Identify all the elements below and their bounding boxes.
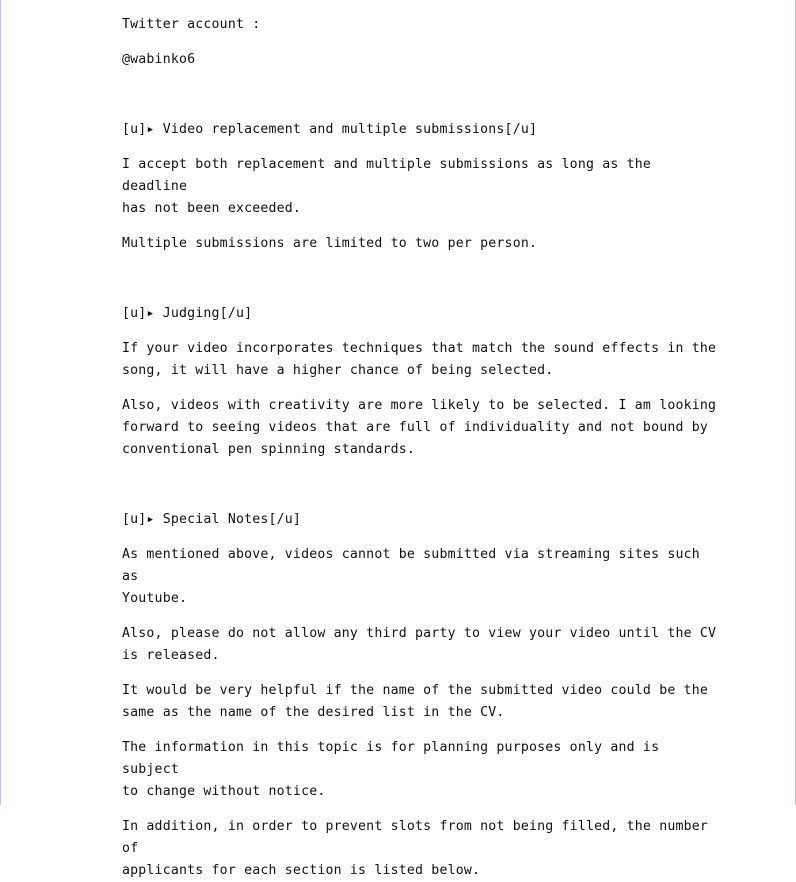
- paragraph: Also, videos with creativity are more likely to be selected. I am looking forward to seeing videos that are full of individuality and not bound by conventional pen spinning standards.: [122, 398, 717, 457]
- twitter-handle: @wabinko6: [122, 52, 196, 67]
- paragraph: It would be very helpful if the name of the submitted video could be the same as the name of the desired list in the CV.: [122, 683, 709, 720]
- paragraph: I accept both replacement and multiple submissions as long as the deadline has not been exceeded.: [122, 157, 652, 216]
- twitter-label: Twitter account :: [122, 17, 261, 32]
- document-body: [122, 14, 722, 882]
- section-heading-replacement: [u]▸ Video replacement and multiple submissions[/u]: [122, 122, 538, 137]
- paragraph: In addition, in order to prevent slots from not being filled, the number of applicants for each section is listed below.: [122, 819, 709, 878]
- section-heading-special-notes: [u]▸ Special Notes[/u]: [122, 512, 302, 527]
- section-heading-judging: [u]▸ Judging[/u]: [122, 306, 253, 321]
- paragraph: As mentioned above, videos cannot be submitted via streaming sites such as Youtube.: [122, 547, 700, 606]
- paragraph: Multiple submissions are limited to two per person.: [122, 236, 538, 251]
- paragraph: Also, please do not allow any third party to view your video until the CV is released.: [122, 626, 717, 663]
- paragraph: The information in this topic is for planning purposes only and is subject to change without notice.: [122, 740, 660, 799]
- paragraph: If your video incorporates techniques that match the sound effects in the song, it will have a higher chance of being selected.: [122, 341, 717, 378]
